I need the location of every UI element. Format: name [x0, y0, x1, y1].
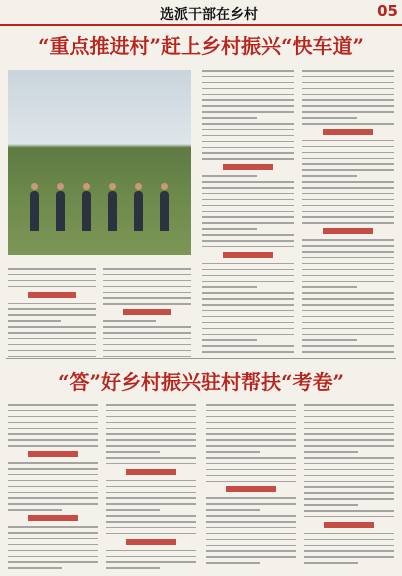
text-line [8, 274, 96, 276]
text-line [106, 428, 196, 430]
text-line [202, 82, 294, 84]
text-line [302, 152, 394, 154]
subheading-bar [123, 309, 171, 315]
text-line [302, 310, 394, 312]
text-line [304, 492, 394, 494]
text-line [8, 480, 98, 482]
text-line [202, 228, 257, 230]
text-line [304, 481, 394, 483]
text-line [8, 503, 98, 505]
text-line [206, 428, 296, 430]
text-line [8, 280, 96, 282]
text-line [8, 492, 98, 494]
text-line [8, 404, 98, 406]
text-line [106, 463, 196, 465]
text-line [304, 457, 394, 459]
text-line [206, 509, 260, 511]
text-line [302, 316, 394, 318]
text-line [106, 486, 196, 488]
text-line [106, 515, 196, 517]
text-line [106, 433, 196, 435]
text-line [302, 88, 394, 90]
text-line [106, 550, 196, 552]
text-line [206, 497, 296, 499]
text-line [202, 88, 294, 90]
text-line [8, 538, 98, 540]
story-1-photo [8, 70, 191, 255]
text-line [302, 163, 394, 165]
text-line [302, 239, 394, 241]
text-line [302, 351, 394, 353]
masthead [0, 0, 402, 26]
text-line [302, 275, 394, 277]
text-line [206, 416, 296, 418]
text-line [304, 475, 394, 477]
text-line [103, 350, 191, 352]
text-line [202, 205, 294, 207]
text-line [302, 245, 394, 247]
text-line [106, 503, 196, 505]
text-line [106, 445, 196, 447]
text-line [202, 199, 294, 201]
text-line [8, 474, 98, 476]
text-line [302, 222, 394, 224]
subheading-bar [28, 292, 76, 298]
text-line [304, 550, 394, 552]
text-line [206, 439, 296, 441]
text-line [8, 344, 96, 346]
text-line [106, 410, 196, 412]
text-line [106, 416, 196, 418]
text-line [302, 181, 394, 183]
text-line [202, 234, 294, 236]
text-line [304, 504, 358, 506]
text-line [202, 111, 294, 113]
subheading-bar [324, 522, 374, 528]
text-line [103, 303, 191, 305]
text-line [106, 404, 196, 406]
story-1-column-4 [302, 70, 394, 357]
text-line [202, 328, 294, 330]
text-line [206, 521, 296, 523]
text-line [103, 286, 191, 288]
text-line [302, 263, 394, 265]
text-line [8, 338, 96, 340]
text-line [302, 146, 394, 148]
text-line [206, 539, 296, 541]
text-line [103, 268, 191, 270]
text-line [202, 316, 294, 318]
text-line [202, 298, 294, 300]
subheading-bar [226, 486, 276, 492]
text-line [304, 433, 394, 435]
text-line [106, 451, 160, 453]
text-line [8, 468, 98, 470]
text-line [103, 338, 191, 340]
text-line [304, 516, 394, 518]
text-line [304, 556, 394, 558]
text-line [8, 416, 98, 418]
text-line [106, 521, 196, 523]
text-line [106, 497, 196, 499]
text-line [103, 297, 191, 299]
text-line [302, 82, 394, 84]
text-line [202, 269, 294, 271]
text-line [302, 158, 394, 160]
text-line [8, 332, 96, 334]
text-line [202, 117, 257, 119]
text-line [304, 463, 394, 465]
text-line [8, 439, 98, 441]
text-line [103, 344, 191, 346]
story-1-column-3 [202, 70, 294, 357]
text-line [302, 322, 394, 324]
story-2-column-4 [304, 404, 394, 568]
text-line [106, 567, 160, 569]
text-line [202, 281, 294, 283]
text-line [202, 275, 294, 277]
text-line [206, 422, 296, 424]
text-line [8, 509, 62, 511]
text-line [302, 140, 394, 142]
text-line [302, 105, 394, 107]
text-line [103, 280, 191, 282]
text-line [302, 328, 394, 330]
text-line [103, 332, 191, 334]
text-line [304, 416, 394, 418]
text-line [302, 94, 394, 96]
text-line [106, 457, 196, 459]
text-line [8, 462, 98, 464]
text-line [202, 263, 294, 265]
text-line [304, 422, 394, 424]
subheading-bar [323, 129, 374, 135]
text-line [106, 556, 196, 558]
text-line [304, 562, 358, 564]
text-line [304, 533, 394, 535]
text-line [302, 251, 394, 253]
text-line [304, 428, 394, 430]
text-line [202, 99, 294, 101]
text-line [202, 105, 294, 107]
text-line [206, 433, 296, 435]
text-line [302, 70, 394, 72]
text-line [106, 561, 196, 563]
text-line [8, 356, 96, 358]
text-line [8, 350, 96, 352]
text-line [302, 76, 394, 78]
text-line [206, 481, 296, 483]
text-line [302, 298, 394, 300]
text-line [202, 76, 294, 78]
text-line [8, 410, 98, 412]
section-title: 选派干部在乡村 [160, 7, 258, 23]
text-line [103, 292, 191, 294]
text-line [302, 339, 357, 341]
text-line [8, 544, 98, 546]
text-line [202, 193, 294, 195]
text-line [302, 281, 394, 283]
text-line [8, 422, 98, 424]
text-line [304, 445, 394, 447]
text-line [202, 345, 294, 347]
text-line [206, 445, 296, 447]
text-line [304, 410, 394, 412]
story-2-column-3 [206, 404, 296, 568]
text-line [106, 480, 196, 482]
text-line [206, 515, 296, 517]
subheading-bar [323, 228, 374, 234]
text-line [8, 556, 98, 558]
text-line [202, 123, 294, 125]
text-line [8, 526, 98, 528]
text-line [8, 497, 98, 499]
text-line [302, 334, 394, 336]
text-line [8, 486, 98, 488]
text-line [202, 304, 294, 306]
text-line [106, 509, 160, 511]
text-line [302, 292, 394, 294]
text-line [202, 158, 294, 160]
text-line [202, 141, 294, 143]
text-line [202, 211, 294, 213]
story-2-column-1 [8, 404, 98, 573]
text-line [202, 129, 294, 131]
text-line [202, 216, 294, 218]
text-line [8, 567, 62, 569]
text-line [8, 314, 96, 316]
text-line [202, 147, 294, 149]
section-divider [6, 358, 396, 359]
text-line [202, 135, 294, 137]
text-line [206, 475, 296, 477]
text-line [304, 486, 394, 488]
text-line [206, 562, 260, 564]
text-line [206, 410, 296, 412]
text-line [202, 94, 294, 96]
subheading-bar [223, 252, 274, 258]
text-line [202, 334, 294, 336]
text-line [302, 193, 394, 195]
text-line [302, 187, 394, 189]
text-line [8, 268, 96, 270]
text-line [206, 556, 296, 558]
text-line [106, 533, 196, 535]
text-line [8, 286, 96, 288]
text-line [206, 527, 296, 529]
text-line [202, 222, 294, 224]
text-line [8, 308, 96, 310]
text-line [202, 246, 294, 248]
text-line [302, 205, 394, 207]
story-2-column-2 [106, 404, 196, 573]
text-line [302, 257, 394, 259]
text-line [202, 351, 294, 353]
text-line [202, 310, 294, 312]
text-line [106, 492, 196, 494]
text-line [106, 422, 196, 424]
text-line [8, 326, 96, 328]
subheading-bar [223, 164, 274, 170]
text-line [302, 286, 357, 288]
text-line [302, 199, 394, 201]
text-line [202, 70, 294, 72]
text-line [302, 211, 394, 213]
story-1-column-1 [8, 268, 96, 361]
text-line [304, 545, 394, 547]
text-line [106, 439, 196, 441]
text-line [206, 503, 296, 505]
text-line [206, 404, 296, 406]
text-line [202, 181, 294, 183]
text-line [302, 216, 394, 218]
story-1-column-2 [103, 268, 191, 361]
text-line [304, 451, 358, 453]
text-line [8, 550, 98, 552]
text-line [8, 320, 61, 322]
text-line [304, 498, 394, 500]
text-line [302, 269, 394, 271]
text-line [103, 356, 191, 358]
text-line [206, 550, 296, 552]
page-number: 05 [377, 2, 398, 20]
text-line [202, 187, 294, 189]
text-line [304, 510, 394, 512]
subheading-bar [126, 469, 176, 475]
text-line [304, 469, 394, 471]
text-line [302, 123, 394, 125]
text-line [202, 286, 257, 288]
text-line [8, 303, 96, 305]
text-line [106, 527, 196, 529]
text-line [302, 304, 394, 306]
subheading-bar [28, 451, 78, 457]
text-line [302, 345, 394, 347]
text-line [202, 152, 294, 154]
text-line [8, 561, 98, 563]
text-line [206, 469, 296, 471]
text-line [302, 111, 394, 113]
story-1-headline: “重点推进村”赶上乡村振兴“快车道” [37, 34, 364, 58]
text-line [103, 320, 156, 322]
text-line [8, 433, 98, 435]
text-line [103, 326, 191, 328]
text-line [103, 274, 191, 276]
text-line [304, 539, 394, 541]
text-line [206, 463, 296, 465]
text-line [206, 451, 260, 453]
text-line [202, 339, 257, 341]
text-line [206, 533, 296, 535]
text-line [302, 99, 394, 101]
text-line [304, 439, 394, 441]
text-line [202, 322, 294, 324]
text-line [302, 175, 357, 177]
text-line [8, 532, 98, 534]
text-line [206, 457, 296, 459]
text-line [202, 240, 294, 242]
text-line [8, 428, 98, 430]
text-line [202, 175, 257, 177]
text-line [206, 545, 296, 547]
text-line [304, 404, 394, 406]
text-line [8, 445, 98, 447]
text-line [302, 117, 357, 119]
subheading-bar [126, 539, 176, 545]
text-line [302, 169, 394, 171]
subheading-bar [28, 515, 78, 521]
story-2-headline: “答”好乡村振兴驻村帮扶“考卷” [57, 370, 344, 394]
text-line [202, 292, 294, 294]
